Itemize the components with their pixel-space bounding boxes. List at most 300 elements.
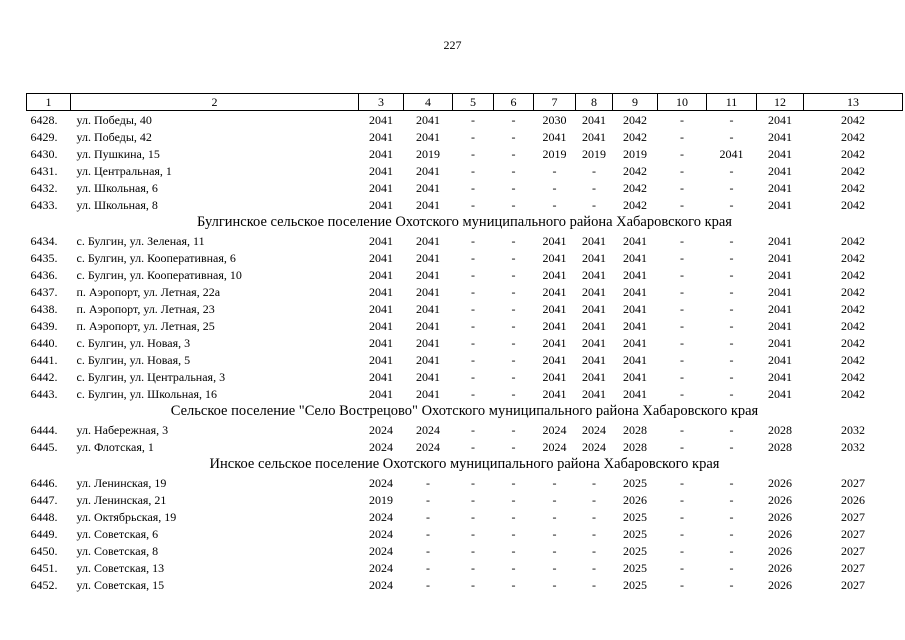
table-row: [27, 128, 903, 145]
address-cell: ул. Ленинская, 19: [76, 475, 167, 490]
year-cell: -: [471, 180, 475, 195]
row-number-cell: 6439.: [30, 318, 58, 333]
year-cell: -: [729, 492, 734, 507]
year-cell: -: [511, 180, 516, 195]
year-cell: 2041: [369, 197, 393, 212]
year-cell: 2041: [542, 301, 567, 316]
row-number-cell: 6435.: [30, 250, 58, 265]
year-cell: 2024: [369, 422, 393, 437]
year-cell: -: [511, 301, 516, 316]
year-cell: -: [471, 543, 475, 558]
year-cell: 2042: [841, 112, 865, 127]
year-cell: -: [729, 301, 734, 316]
year-cell: -: [680, 146, 684, 161]
year-cell: 2041: [582, 284, 606, 299]
section-title-row: [27, 455, 903, 474]
year-cell: 2041: [623, 301, 647, 316]
row-number-cell: 6446.: [30, 475, 58, 490]
year-cell: -: [592, 509, 596, 524]
year-cell: 2041: [416, 284, 440, 299]
year-cell: -: [729, 318, 734, 333]
year-cell: 2028: [768, 439, 792, 454]
year-cell: -: [511, 386, 516, 401]
year-cell: 2027: [841, 577, 865, 592]
year-cell: 2041: [768, 284, 792, 299]
year-cell: 2028: [768, 422, 792, 437]
year-cell: -: [471, 526, 475, 541]
year-cell: 2041: [369, 112, 393, 127]
year-cell: 2025: [623, 577, 647, 592]
year-cell: 2026: [768, 526, 792, 541]
year-cell: 2041: [768, 163, 792, 178]
year-cell: -: [592, 475, 596, 490]
year-cell: 2024: [416, 422, 440, 437]
table-row: [27, 474, 903, 491]
year-cell: 2041: [369, 267, 393, 282]
year-cell: 2041: [768, 301, 792, 316]
table-row: [27, 559, 903, 576]
year-cell: 2042: [841, 318, 865, 333]
year-cell: -: [471, 560, 475, 575]
year-cell: -: [592, 197, 596, 212]
year-cell: -: [511, 146, 516, 161]
year-cell: 2041: [623, 284, 647, 299]
year-cell: -: [426, 475, 430, 490]
year-cell: -: [511, 233, 516, 248]
year-cell: 2041: [416, 233, 440, 248]
year-cell: -: [729, 509, 734, 524]
year-cell: 2026: [768, 543, 792, 558]
section-title: Инское сельское поселение Охотского муниципального района Хабаровского края: [209, 456, 720, 472]
table-row: [27, 385, 903, 402]
year-cell: -: [511, 439, 516, 454]
year-cell: 2025: [623, 509, 647, 524]
year-cell: -: [680, 439, 684, 454]
year-cell: 2042: [841, 233, 865, 248]
year-cell: 2041: [719, 146, 744, 161]
section-title: Булгинское сельское поселение Охотского муниципального района Хабаровского края: [197, 214, 732, 230]
year-cell: 2041: [369, 301, 393, 316]
address-cell: ул. Школьная, 6: [76, 180, 158, 195]
year-cell: 2025: [623, 543, 647, 558]
column-header: 2: [71, 94, 359, 111]
year-cell: 2041: [542, 129, 567, 144]
year-cell: 2025: [623, 560, 647, 575]
year-cell: 2041: [542, 267, 567, 282]
year-cell: -: [471, 112, 475, 127]
year-cell: 2041: [369, 233, 393, 248]
year-cell: -: [511, 352, 516, 367]
year-cell: -: [729, 163, 734, 178]
year-cell: -: [592, 180, 596, 195]
year-cell: -: [680, 560, 684, 575]
year-cell: 2041: [768, 386, 792, 401]
year-cell: -: [552, 543, 557, 558]
year-cell: -: [511, 250, 516, 265]
year-cell: -: [552, 180, 557, 195]
year-cell: -: [471, 577, 475, 592]
year-cell: 2041: [416, 335, 440, 350]
year-cell: 2042: [841, 301, 865, 316]
year-cell: -: [511, 492, 516, 507]
address-cell: с. Булгин, ул. Школьная, 16: [76, 386, 218, 401]
table-row: [27, 300, 903, 317]
row-number-cell: 6433.: [30, 197, 58, 212]
year-cell: -: [471, 422, 475, 437]
year-cell: 2024: [582, 422, 606, 437]
year-cell: -: [680, 112, 684, 127]
address-cell: п. Аэропорт, ул. Летная, 22а: [76, 284, 221, 299]
table-row: [27, 491, 903, 508]
year-cell: -: [511, 509, 516, 524]
year-cell: 2041: [542, 352, 567, 367]
year-cell: -: [729, 526, 734, 541]
year-cell: 2042: [841, 386, 865, 401]
year-cell: 2041: [768, 146, 792, 161]
year-cell: 2024: [369, 526, 393, 541]
year-cell: 2041: [768, 250, 792, 265]
year-cell: -: [511, 335, 516, 350]
year-cell: 2027: [841, 526, 865, 541]
year-cell: 2041: [369, 369, 393, 384]
year-cell: -: [680, 577, 684, 592]
year-cell: -: [680, 509, 684, 524]
year-cell: 2041: [768, 318, 792, 333]
year-cell: -: [680, 492, 684, 507]
table-row: [27, 525, 903, 542]
year-cell: 2030: [542, 112, 567, 127]
year-cell: -: [426, 526, 430, 541]
year-cell: 2041: [369, 146, 393, 161]
column-header: 6: [494, 94, 534, 111]
year-cell: 2025: [623, 475, 647, 490]
row-number-cell: 6443.: [30, 386, 58, 401]
year-cell: -: [426, 492, 430, 507]
address-cell: ул. Победы, 40: [76, 112, 152, 127]
year-cell: -: [592, 543, 596, 558]
year-cell: 2028: [623, 422, 647, 437]
year-cell: -: [552, 475, 557, 490]
row-number-cell: 6442.: [30, 369, 58, 384]
year-cell: -: [471, 335, 475, 350]
year-cell: 2042: [841, 163, 865, 178]
year-cell: -: [471, 475, 475, 490]
year-cell: 2041: [416, 112, 440, 127]
year-cell: -: [592, 560, 596, 575]
column-header: 7: [534, 94, 576, 111]
year-cell: -: [729, 543, 734, 558]
table-row: [27, 179, 903, 196]
year-cell: 2041: [369, 163, 393, 178]
year-cell: -: [511, 526, 516, 541]
table-row: [27, 508, 903, 525]
year-cell: -: [511, 577, 516, 592]
year-cell: 2041: [416, 352, 440, 367]
address-cell: ул. Советская, 8: [76, 543, 159, 558]
year-cell: 2041: [623, 369, 647, 384]
year-cell: 2041: [582, 233, 606, 248]
year-cell: 2027: [841, 509, 865, 524]
year-cell: -: [729, 352, 734, 367]
row-number-cell: 6447.: [30, 492, 58, 507]
year-cell: 2032: [841, 439, 865, 454]
year-cell: -: [511, 284, 516, 299]
year-cell: -: [592, 526, 596, 541]
page-number: 227: [443, 38, 462, 52]
year-cell: -: [471, 163, 475, 178]
year-cell: 2042: [623, 129, 647, 144]
table-row: [27, 421, 903, 438]
year-cell: -: [729, 577, 734, 592]
year-cell: -: [511, 197, 516, 212]
year-cell: -: [511, 475, 516, 490]
year-cell: 2041: [623, 352, 647, 367]
year-cell: 2025: [623, 526, 647, 541]
year-cell: 2041: [768, 352, 792, 367]
year-cell: -: [729, 422, 734, 437]
year-cell: 2041: [416, 197, 440, 212]
year-cell: 2041: [542, 233, 567, 248]
year-cell: 2026: [768, 577, 792, 592]
table-row: [27, 542, 903, 559]
year-cell: -: [680, 386, 684, 401]
year-cell: 2042: [841, 369, 865, 384]
year-cell: -: [511, 112, 516, 127]
year-cell: 2024: [369, 509, 393, 524]
row-number-cell: 6429.: [30, 129, 58, 144]
year-cell: -: [680, 369, 684, 384]
year-cell: 2026: [768, 560, 792, 575]
year-cell: 2041: [623, 250, 647, 265]
year-cell: 2042: [623, 180, 647, 195]
year-cell: 2041: [416, 180, 440, 195]
year-cell: 2041: [542, 369, 567, 384]
table-row: [27, 162, 903, 179]
year-cell: 2041: [582, 250, 606, 265]
year-cell: 2041: [582, 267, 606, 282]
year-cell: -: [471, 439, 475, 454]
year-cell: -: [729, 284, 734, 299]
section-title-row: [27, 402, 903, 421]
year-cell: -: [552, 577, 557, 592]
year-cell: -: [471, 492, 475, 507]
table-row: [27, 351, 903, 368]
year-cell: 2041: [768, 233, 792, 248]
year-cell: 2042: [623, 163, 647, 178]
year-cell: 2041: [369, 386, 393, 401]
column-header: 10: [658, 94, 707, 111]
year-cell: 2041: [369, 352, 393, 367]
year-cell: 2041: [768, 369, 792, 384]
year-cell: 2041: [582, 352, 606, 367]
year-cell: -: [680, 163, 684, 178]
year-cell: 2041: [768, 197, 792, 212]
year-cell: -: [729, 129, 734, 144]
year-cell: 2041: [542, 335, 567, 350]
year-cell: -: [471, 197, 475, 212]
year-cell: 2024: [369, 560, 393, 575]
year-cell: 2041: [582, 369, 606, 384]
year-cell: -: [592, 577, 596, 592]
year-cell: 2041: [416, 369, 440, 384]
year-cell: -: [426, 577, 430, 592]
year-cell: 2041: [416, 267, 440, 282]
year-cell: 2019: [582, 146, 606, 161]
row-number-cell: 6432.: [30, 180, 58, 195]
year-cell: 2041: [582, 386, 606, 401]
year-cell: -: [471, 386, 475, 401]
year-cell: -: [552, 526, 557, 541]
year-cell: -: [471, 267, 475, 282]
year-cell: 2026: [768, 475, 792, 490]
year-cell: 2041: [369, 180, 393, 195]
address-cell: с. Булгин, ул. Зеленая, 11: [76, 233, 205, 248]
year-cell: -: [426, 543, 430, 558]
year-cell: 2026: [768, 492, 792, 507]
year-cell: -: [729, 386, 734, 401]
year-cell: -: [680, 233, 684, 248]
row-number-cell: 6430.: [30, 146, 58, 161]
year-cell: -: [471, 129, 475, 144]
year-cell: -: [511, 560, 516, 575]
year-cell: 2041: [369, 250, 393, 265]
row-number-cell: 6440.: [30, 335, 58, 350]
section-title-row: [27, 213, 903, 232]
column-header: 1: [27, 94, 71, 111]
address-cell: с. Булгин, ул. Новая, 5: [76, 352, 191, 367]
row-number-cell: 6436.: [30, 267, 58, 282]
year-cell: -: [511, 543, 516, 558]
year-cell: 2041: [623, 267, 647, 282]
year-cell: 2041: [416, 129, 440, 144]
year-cell: -: [511, 422, 516, 437]
year-cell: 2041: [416, 163, 440, 178]
year-cell: -: [680, 526, 684, 541]
table-row: [27, 576, 903, 593]
address-cell: ул. Победы, 42: [76, 129, 152, 144]
year-cell: 2026: [623, 492, 647, 507]
year-cell: -: [511, 369, 516, 384]
year-cell: 2041: [542, 318, 567, 333]
year-cell: -: [426, 560, 430, 575]
address-cell: п. Аэропорт, ул. Летная, 25: [76, 318, 215, 333]
address-cell: ул. Советская, 13: [76, 560, 165, 575]
row-number-cell: 6441.: [30, 352, 58, 367]
year-cell: -: [552, 560, 557, 575]
year-cell: 2024: [542, 439, 567, 454]
row-number-cell: 6449.: [30, 526, 58, 541]
year-cell: 2027: [841, 543, 865, 558]
data-table: [26, 93, 903, 593]
year-cell: 2028: [623, 439, 647, 454]
year-cell: -: [680, 197, 684, 212]
year-cell: 2026: [841, 492, 865, 507]
year-cell: 2042: [841, 129, 865, 144]
year-cell: 2041: [623, 318, 647, 333]
column-header: 9: [613, 94, 658, 111]
year-cell: 2041: [369, 129, 393, 144]
year-cell: 2042: [841, 267, 865, 282]
year-cell: 2041: [623, 233, 647, 248]
address-cell: ул. Флотская, 1: [76, 439, 154, 454]
year-cell: 2032: [841, 422, 865, 437]
row-number-cell: 6438.: [30, 301, 58, 316]
year-cell: 2041: [542, 386, 567, 401]
year-cell: -: [729, 197, 734, 212]
year-cell: 2042: [841, 352, 865, 367]
year-cell: 2041: [369, 335, 393, 350]
year-cell: 2041: [582, 318, 606, 333]
year-cell: 2041: [582, 335, 606, 350]
table-row: [27, 334, 903, 351]
year-cell: -: [729, 475, 734, 490]
year-cell: -: [680, 352, 684, 367]
year-cell: 2024: [542, 422, 567, 437]
year-cell: -: [511, 318, 516, 333]
year-cell: 2041: [542, 250, 567, 265]
column-header: 13: [804, 94, 903, 111]
address-cell: ул. Пушкина, 15: [76, 146, 160, 161]
year-cell: 2041: [582, 112, 606, 127]
column-header: 12: [757, 94, 804, 111]
year-cell: 2019: [369, 492, 393, 507]
year-cell: -: [552, 509, 557, 524]
column-header: 11: [707, 94, 757, 111]
address-cell: ул. Советская, 6: [76, 526, 159, 541]
year-cell: -: [592, 492, 596, 507]
year-cell: -: [729, 112, 734, 127]
column-header: 4: [404, 94, 453, 111]
column-header: 8: [576, 94, 613, 111]
table-row: [27, 196, 903, 213]
table-body: [27, 94, 903, 594]
year-cell: 2041: [623, 335, 647, 350]
table-row: [27, 317, 903, 334]
year-cell: -: [729, 560, 734, 575]
year-cell: 2041: [768, 267, 792, 282]
address-cell: ул. Набережная, 3: [76, 422, 169, 437]
year-cell: -: [471, 284, 475, 299]
year-cell: -: [729, 180, 734, 195]
year-cell: -: [471, 318, 475, 333]
year-cell: -: [680, 318, 684, 333]
year-cell: 2024: [369, 475, 393, 490]
table-header-row: [27, 94, 903, 111]
year-cell: 2041: [369, 318, 393, 333]
year-cell: 2042: [841, 335, 865, 350]
address-cell: с. Булгин, ул. Центральная, 3: [76, 369, 226, 384]
table-row: [27, 232, 903, 249]
address-cell: ул. Центральная, 1: [76, 163, 172, 178]
address-cell: ул. Советская, 15: [76, 577, 165, 592]
year-cell: 2041: [768, 112, 792, 127]
address-cell: с. Булгин, ул. Новая, 3: [76, 335, 191, 350]
year-cell: -: [680, 180, 684, 195]
year-cell: 2027: [841, 475, 865, 490]
address-cell: ул. Ленинская, 21: [76, 492, 167, 507]
year-cell: -: [680, 284, 684, 299]
year-cell: 2041: [768, 129, 792, 144]
year-cell: -: [680, 475, 684, 490]
year-cell: -: [471, 509, 475, 524]
year-cell: -: [511, 163, 516, 178]
address-cell: п. Аэропорт, ул. Летная, 23: [76, 301, 215, 316]
row-number-cell: 6452.: [30, 577, 58, 592]
year-cell: 2027: [841, 560, 865, 575]
year-cell: -: [680, 543, 684, 558]
row-number-cell: 6431.: [30, 163, 58, 178]
table-row: [27, 111, 903, 129]
